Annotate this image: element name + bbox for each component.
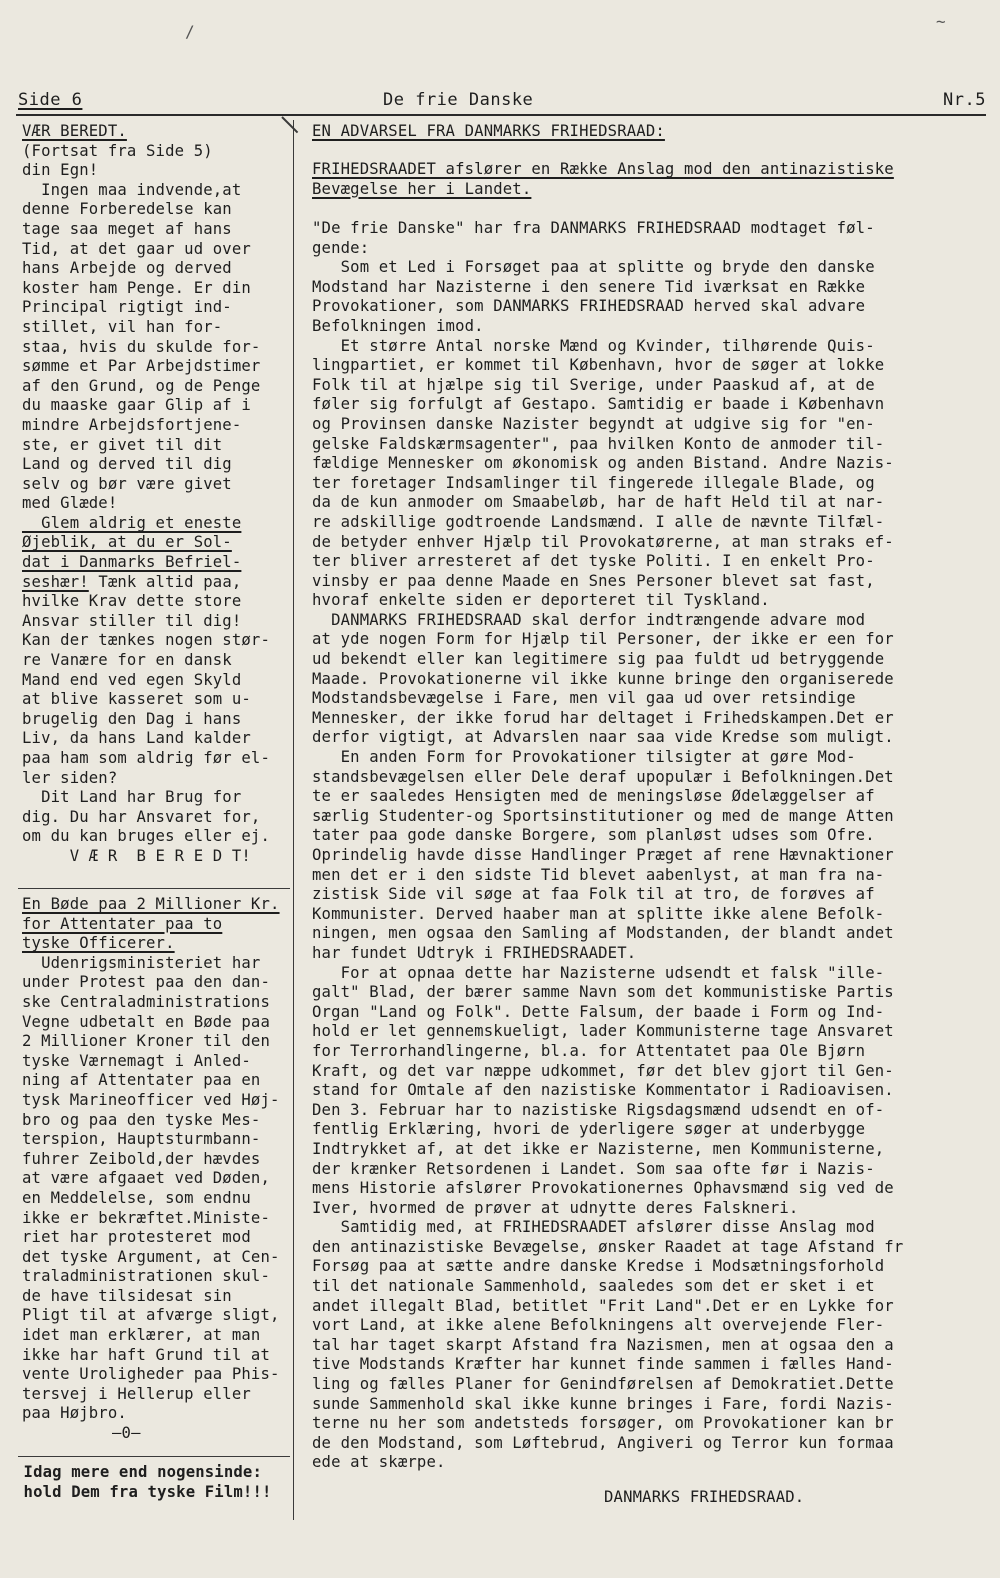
text-line: vinsby er paa denne Maade en Snes Personer blevet sat fast, <box>312 571 875 590</box>
text-line: sunde Sammenhold skal ikke kunne bringes i Fare, fordi Nazis- <box>312 1394 894 1413</box>
text-line: med Glæde! <box>22 494 118 513</box>
text-line: idet man erklærer, at man <box>22 1326 261 1345</box>
text-line: ningen, men ogsaa den Samling af Modstanden, der blandt andet <box>312 924 894 943</box>
text-line: denne Forberedelse kan <box>22 200 232 219</box>
subheading-line: FRIHEDSRAADET afslører en Række Anslag mod den antinazistiske <box>312 160 894 178</box>
text-line: Oprindelig havde disse Handlinger Præget af rene Hævnaktioner <box>312 846 894 864</box>
page-number: Side 6 <box>18 90 83 110</box>
text-line: Som et Led i Forsøget paa at splitte og bryde den danske <box>312 258 875 277</box>
text-line: mens Historie afslører Provokationernes Ophavsmænd sig ved de <box>312 1179 894 1198</box>
text-line: Den 3. Februar har to nazistiske Rigsdagsmænd udsendt en of- <box>312 1100 885 1119</box>
text-line: Organ "Land og Folk". Dette Falsum, der baade i Form og Ind- <box>312 1002 885 1021</box>
text-line: ske Centraladministrations <box>22 992 270 1011</box>
section-divider: —0— <box>112 1424 141 1443</box>
section-divider-rule <box>18 888 290 889</box>
emphasis-line: Øjeblik, at du er Sol- <box>22 533 232 552</box>
margin-mark: ~ <box>936 12 946 31</box>
article-vaer-beredt <box>22 122 284 867</box>
article-heading <box>312 122 984 142</box>
text-line: ikke har haft Grund til at <box>22 1345 270 1364</box>
text-line: re Vanære for en dansk <box>22 651 232 670</box>
text-line: Modstandsbevægelse i Fare, men vil gaa ud over retsindige <box>312 689 856 708</box>
article-title: for Attentater paa to <box>22 914 223 933</box>
text-line: de den Modstand, som Løftebrud, Angiveri og Terror kun formaa <box>312 1433 894 1452</box>
text-line: de have tilsidesat sin <box>22 1286 232 1305</box>
text-line: ter bliver arresteret af det tyske Politi. I en enkelt Pro- <box>312 552 875 571</box>
text-line: bro og paa den tyske Mes- <box>22 1110 261 1129</box>
text-line: For at opnaa dette har Nazisterne udsendt et falsk "ille- <box>312 963 885 982</box>
text-line: ste, er givet til dit <box>22 435 223 454</box>
text-line: vort Land, at ikke alene Befolkningens alt overvejende Fler- <box>312 1316 885 1335</box>
text-line: staa, hvis du skulde for- <box>22 337 261 356</box>
text-line: Provokationer, som DANMARKS FRIHEDSRAAD herved skal advare <box>312 297 866 316</box>
text-line: for Terrorhandlingerne, bl.a. for Attentatet paa Ole Bjørn <box>312 1041 866 1060</box>
text-line: da de kun anmoder om Smaabeløb, har de haft Held til at nar- <box>312 493 885 512</box>
text-line: har fundet Udtryk i FRIHEDSRAADET. <box>312 943 637 962</box>
text-line: og Provinsen danske Nazister begyndt at udgive sig for "en- <box>312 414 875 433</box>
text-line: hold er let gennemskueligt, lader Kommunisterne tage Ansvaret <box>312 1022 894 1041</box>
heading-text: EN ADVARSEL FRA DANMARKS FRIHEDSRAAD: <box>312 122 665 140</box>
text-line: under Protest paa den dan- <box>22 973 270 992</box>
text-line: særlig Studenter-og Sportsinstitutioner og med de mange Atten <box>312 806 894 825</box>
text-line: ede at skærpe. <box>312 1453 446 1472</box>
emphasis-line: dat i Danmarks Befriel- <box>22 553 242 572</box>
article-signature <box>312 1488 984 1508</box>
article-body <box>312 219 984 1473</box>
text-line: ter foretager Indsamlinger til fingerede illegale Blade, og <box>312 473 875 492</box>
text-line: hold Dem fra tyske Film!!! <box>14 1482 272 1501</box>
text-line: Liv, da hans Land kalder <box>22 729 251 748</box>
text-line: Kan der tænkes nogen stør- <box>22 631 270 650</box>
text-line: ud bekendt eller kan legitimere sig paa fuldt ud betryggende <box>312 650 885 669</box>
text-line: ikke er bekræftet.Ministe- <box>22 1208 270 1227</box>
text-line: hvoraf enkelte siden er deporteret til Tyskland. <box>312 591 770 610</box>
text-line: en Meddelelse, som endnu <box>22 1188 251 1207</box>
text-line: Mennesker, der ikke forud har deltaget i Frihedskampen.Det er <box>312 708 894 727</box>
text-line: riet har protesteret mod <box>22 1228 251 1247</box>
text-line: Iver, hvormed de prøver at udnytte deres Falskneri. <box>312 1198 799 1217</box>
text-line: at yde nogen Form for Hjælp til Personer, der ikke er een for <box>312 630 894 649</box>
text-line: stillet, vil han for- <box>22 317 223 336</box>
text-line: men det er i den sidste Tid blevet aabenlyst, at man fra na- <box>312 865 885 884</box>
text-line: Ansvar stiller til dig! <box>22 611 242 630</box>
text-line: fentlig Erklæring, hvori de yderligere søger at underbygge <box>312 1120 866 1139</box>
text-line: om du kan bruges eller ej. <box>22 827 270 846</box>
text-line: Befolkningen imod. <box>312 316 484 335</box>
text-line: terne nu her som andetsteds forsøger, om Provokationer kan br <box>312 1414 894 1433</box>
margin-mark: / <box>185 22 195 41</box>
text-line: selv og bør være givet <box>22 474 232 493</box>
text-line: ler siden? <box>22 768 118 787</box>
text-line: traladministrationen skul- <box>22 1267 270 1286</box>
text-line: Maade. Provokationerne vil ikke kunne bringe den organiserede <box>312 669 894 688</box>
issue-number: Nr.5 <box>943 90 986 110</box>
text-line: Et større Antal norske Mænd og Kvinder, tilhørende Quis- <box>312 336 875 355</box>
text-line: lingpartiet, er kommet til København, hvor de søger at lokke <box>312 356 885 375</box>
text-line: DANMARKS FRIHEDSRAAD skal derfor indtrængende advare mod <box>312 610 866 629</box>
text-line: Forsøg paa at sætte andre danske Kredse i Modsætningsforhold <box>312 1257 885 1276</box>
page-header <box>18 90 986 114</box>
emphasis-line <box>22 573 284 593</box>
text-line: der krænker Retsordenen i Landet. Som saa ofte før i Nazis- <box>312 1159 875 1178</box>
emphasis-line: Glem aldrig et eneste <box>22 513 242 532</box>
text-line: En anden Form for Provokationer tilsigter at gøre Mod- <box>312 748 856 767</box>
article-title: En Bøde paa 2 Millioner Kr. <box>22 895 280 913</box>
text-line: dig. Du har Ansvaret for, <box>22 807 261 826</box>
text-line: Pligt til at afværge sligt, <box>22 1306 280 1325</box>
text-line: Samtidig med, at FRIHEDSRAADET afslører disse Anslag mod <box>312 1218 875 1237</box>
text-line: koster ham Penge. Er din <box>22 278 251 297</box>
text-line: sømme et Par Arbejdstimer <box>22 357 261 376</box>
text-line: andet illegalt Blad, betitlet "Frit Land".Det er en Lykke for <box>312 1296 894 1315</box>
text-line: af den Grund, og de Penge <box>22 376 261 395</box>
text-line: tysk Marineofficer ved Høj- <box>22 1090 280 1109</box>
text-line: tive Modstands Kræfter har kunnet finde sammen i fælles Hand- <box>312 1355 894 1374</box>
newspaper-title: De frie Danske <box>383 90 534 110</box>
text-line: ling og fælles Planer for Genindførelsen af Demokratiet.Dette <box>312 1375 894 1394</box>
text-line: derfor vigtigt, at Advarslen naar saa vide Kredse som muligt. <box>312 728 894 747</box>
text-line: Udenrigsministeriet har <box>22 953 261 972</box>
text-line: det tyske Argument, at Cen- <box>22 1247 280 1266</box>
text-line: Kraft, og det var næppe udkommet, før det blev gjort til Gen- <box>312 1061 894 1080</box>
header-rule <box>16 114 986 116</box>
text-line: Principal rigtigt ind- <box>22 298 232 317</box>
text-line: at blive kasseret som u- <box>22 690 251 709</box>
text-line: Indtrykket af, at det ikke er Nazisterne, men Kommunisterne, <box>312 1139 885 1158</box>
text-line: paa Højbro. <box>22 1404 127 1423</box>
article-title: VÆR BEREDT. <box>22 122 127 140</box>
text-line: "De frie Danske" har fra DANMARKS FRIHEDSRAAD modtaget føl- <box>312 219 875 237</box>
notice-tyske-film <box>14 1463 286 1502</box>
text-line: standsbevægelsen eller Dele deraf upopulær i Befolkningen.Det <box>312 767 894 786</box>
text-line: tal har taget skarpt Afstand fra Nazismen, men at ogsaa den a <box>312 1335 894 1354</box>
text-line: hans Arbejde og derved <box>22 259 232 278</box>
text-line: V Æ R B E R E D T! <box>22 846 251 865</box>
text-line: brugelig den Dag i hans <box>22 709 242 728</box>
article-title: tyske Officerer. <box>22 934 175 953</box>
text-line: til det nationale Sammenhold, saaledes som det er sket i et <box>312 1277 875 1296</box>
text-line: føler sig forfulgt af Gestapo. Samtidig er baade i København <box>312 395 885 414</box>
text-line: tater paa gode danske Borgere, som planløst udses som Ofre. <box>312 826 875 845</box>
text-line: Folk til at hjælpe sig til Sverige, under Paaskud af, at de <box>312 375 875 394</box>
text-line: 2 Millioner Kroner til den <box>22 1032 270 1051</box>
text-line: zistisk Side vil søge at faa Folk til at tro, de forøves af <box>312 885 875 904</box>
text-line: gende: <box>312 238 370 257</box>
text-line: Kommunister. Derved haaber man at splitte ikke alene Befolk- <box>312 904 885 923</box>
text-line: Dit Land har Brug for <box>22 788 242 807</box>
text-line: (Fortsat fra Side 5) <box>22 141 213 160</box>
emphasis-tail: Tænk altid paa, <box>88 572 242 591</box>
section-divider-rule <box>18 1456 290 1457</box>
text-line: galt" Blad, der bærer samme Navn som det kommunistiske Partis <box>312 983 894 1002</box>
signature-text: DANMARKS FRIHEDSRAAD. <box>604 1488 805 1506</box>
text-line: terspion, Hauptsturmbann- <box>22 1130 261 1149</box>
text-line: tage saa meget af hans <box>22 219 232 238</box>
subheading-line: Bevægelse her i Landet. <box>312 179 532 198</box>
text-line: tyske Værnemagt i Anled- <box>22 1051 251 1070</box>
text-line: Vegne udbetalt en Bøde paa <box>22 1012 270 1031</box>
emphasis-text: seshær! <box>22 572 89 591</box>
text-line: Tid, at det gaar ud over <box>22 239 251 258</box>
text-line: Ingen maa indvende,at <box>22 180 242 199</box>
text-line: din Egn! <box>22 161 99 180</box>
text-line: de betyder enhver Hjælp til Provokatørerne, at man straks ef- <box>312 532 894 551</box>
text-line: gelske Faldskærmsagenter", paa hvilken Konto de anmoder til- <box>312 434 885 453</box>
article-subheading <box>312 160 984 199</box>
text-line: at være afgaaet ved Døden, <box>22 1169 270 1188</box>
text-line: Idag mere end nogensinde: <box>14 1463 262 1481</box>
text-line: den antinazistiske Bevægelse, ønsker Raadet at tage Afstand fr <box>312 1237 904 1256</box>
text-line: du maaske gaar Glip af i <box>22 396 251 415</box>
text-line: stand for Omtale af den nazistiske Kommentator i Radioavisen. <box>312 1081 894 1100</box>
text-line: fuhrer Zeibold,der hævdes <box>22 1149 261 1168</box>
text-line: re adskillige godtroende Landsmænd. I alle de nævnte Tilfæl- <box>312 512 885 531</box>
text-line: vente Uroligheder paa Phis- <box>22 1365 280 1384</box>
text-line: ning af Attentater paa en <box>22 1071 261 1090</box>
text-line: tersvej i Hellerup eller <box>22 1384 251 1403</box>
text-line: Land og derved til dig <box>22 455 232 474</box>
article-boede <box>22 895 284 1444</box>
column-divider <box>293 120 294 1520</box>
text-line: Mand end ved egen Skyld <box>22 670 242 689</box>
text-line: te er saaledes Hensigten med de meningsløse Ødelæggelser af <box>312 787 875 806</box>
text-line: Modstand har Nazisterne i den senere Tid iværksat en Række <box>312 277 866 296</box>
text-line: fældige Mennesker om økonomisk og anden Bistand. Andre Nazis- <box>312 454 894 473</box>
text-line: paa ham som aldrig før el- <box>22 749 270 767</box>
text-line: mindre Arbejdsfortjene- <box>22 415 242 434</box>
text-line: hvilke Krav dette store <box>22 592 242 611</box>
